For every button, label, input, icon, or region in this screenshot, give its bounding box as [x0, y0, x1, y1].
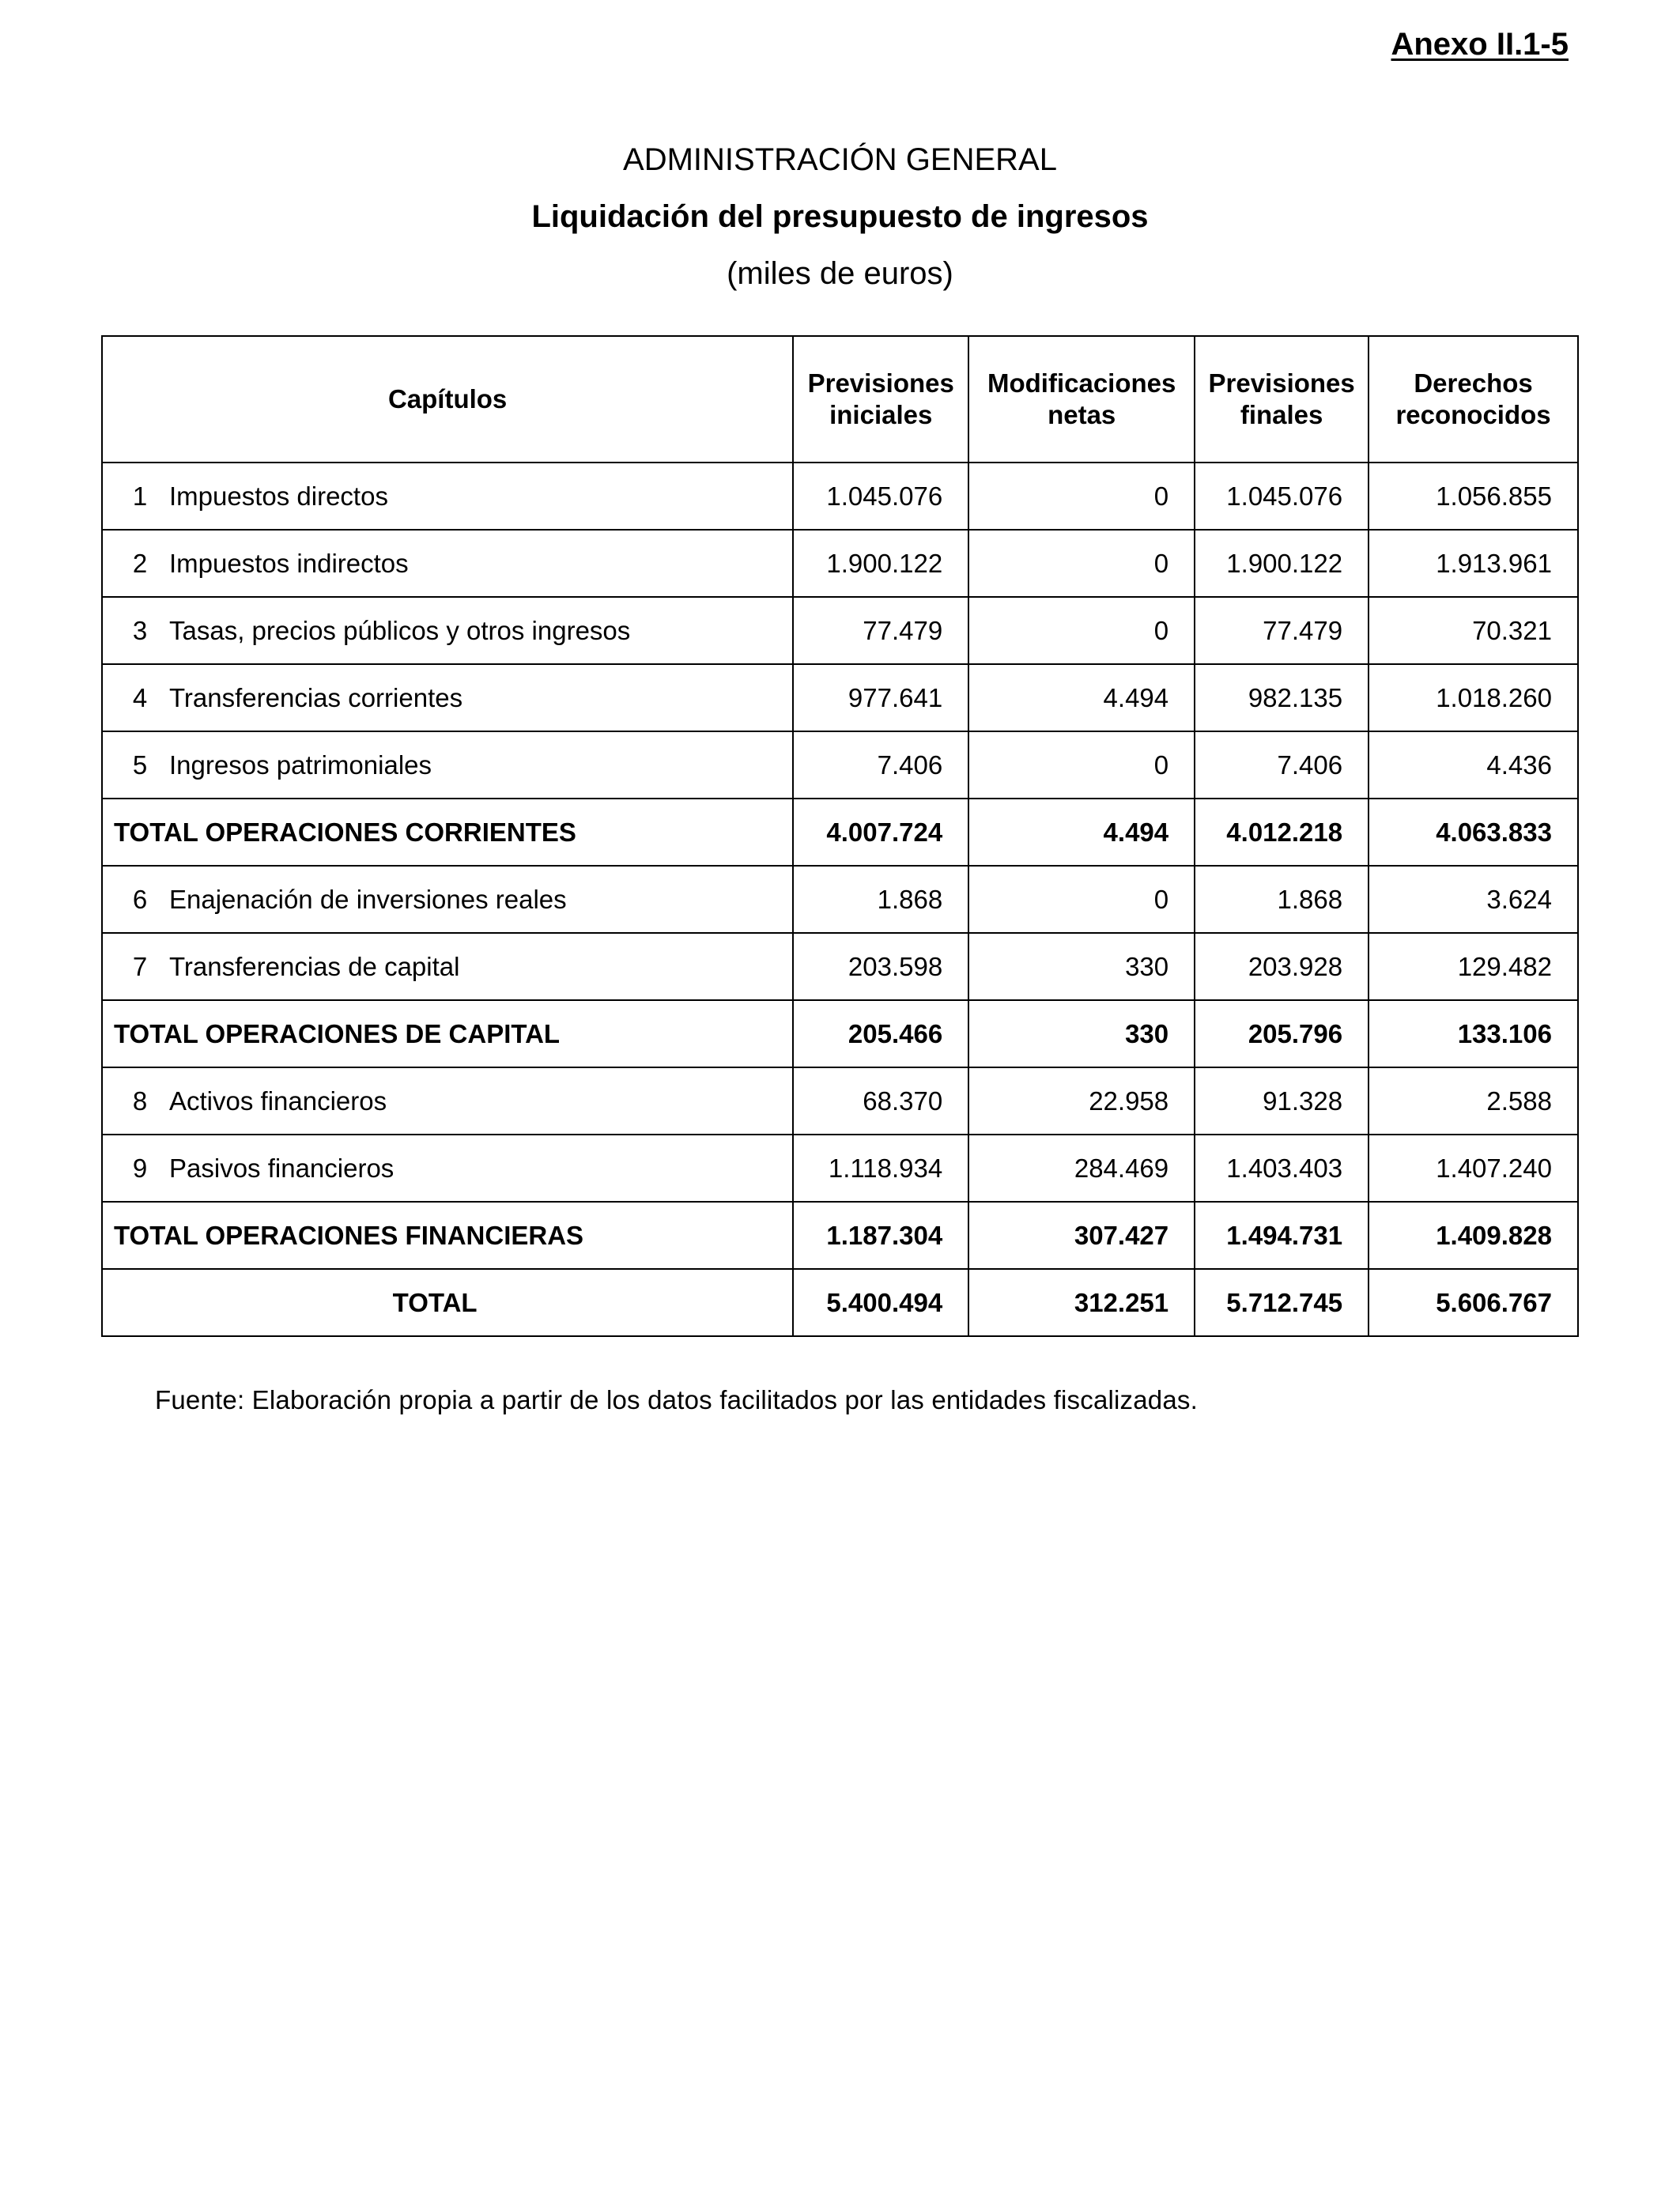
cell-previsiones-iniciales: 1.118.934: [793, 1135, 968, 1202]
cell-previsiones-iniciales: 68.370: [793, 1067, 968, 1135]
chapter-number: 1: [132, 481, 148, 511]
chapter-number: 3: [132, 615, 148, 645]
chapter-number: 4: [132, 682, 148, 712]
chapter-name: Impuestos indirectos: [169, 548, 409, 578]
row-label: [102, 933, 793, 1000]
chapter-name: Pasivos financieros: [169, 1153, 395, 1183]
header-row: [102, 336, 1578, 463]
cell-previsiones-iniciales: 1.868: [793, 866, 968, 933]
header-derechos-reconocidos: [1369, 336, 1578, 463]
cell-previsiones-finales: 7.406: [1195, 731, 1369, 799]
cell-modificaciones-netas: 22.958: [968, 1067, 1195, 1135]
cell-previsiones-finales: 77.479: [1195, 597, 1369, 664]
chapter-number: 5: [132, 750, 148, 780]
cell-previsiones-iniciales: 5.400.494: [793, 1269, 968, 1336]
cell-previsiones-finales: 1.868: [1195, 866, 1369, 933]
cell-derechos-reconocidos: 5.606.767: [1369, 1269, 1578, 1336]
cell-previsiones-iniciales: 1.045.076: [793, 463, 968, 530]
header-line: Previsiones: [807, 368, 954, 398]
cell-modificaciones-netas: 0: [968, 530, 1195, 597]
row-label: [102, 1135, 793, 1202]
chapter-number: 7: [132, 951, 148, 981]
cell-derechos-reconocidos: 1.407.240: [1369, 1135, 1578, 1202]
table-row: [102, 664, 1578, 731]
cell-derechos-reconocidos: 129.482: [1369, 933, 1578, 1000]
cell-previsiones-iniciales: 977.641: [793, 664, 968, 731]
header-line: Previsiones: [1208, 368, 1355, 398]
chapter-number: 6: [132, 884, 148, 914]
chapter-number: 8: [132, 1086, 148, 1116]
units-note: (miles de euros): [727, 256, 953, 291]
row-label: [102, 463, 793, 530]
cell-previsiones-iniciales: 4.007.724: [793, 799, 968, 866]
title-block: [0, 138, 1680, 296]
cell-modificaciones-netas: 312.251: [968, 1269, 1195, 1336]
header-previsiones-iniciales: [793, 336, 968, 463]
cell-previsiones-finales: 91.328: [1195, 1067, 1369, 1135]
chapter-number: 9: [132, 1153, 148, 1183]
cell-previsiones-iniciales: 1.187.304: [793, 1202, 968, 1269]
cell-modificaciones-netas: 284.469: [968, 1135, 1195, 1202]
cell-previsiones-iniciales: 77.479: [793, 597, 968, 664]
cell-previsiones-finales: 5.712.745: [1195, 1269, 1369, 1336]
cell-derechos-reconocidos: 1.056.855: [1369, 463, 1578, 530]
document-subtitle: Liquidación del presupuesto de ingresos: [531, 199, 1149, 234]
cell-previsiones-iniciales: 203.598: [793, 933, 968, 1000]
cell-previsiones-finales: 1.494.731: [1195, 1202, 1369, 1269]
cell-previsiones-finales: 982.135: [1195, 664, 1369, 731]
header-line: reconocidos: [1395, 400, 1551, 429]
cell-previsiones-finales: 1.900.122: [1195, 530, 1369, 597]
header-line: finales: [1240, 400, 1323, 429]
header-line: Derechos: [1414, 368, 1533, 398]
budget-table: [101, 335, 1579, 1337]
table-row: [102, 1067, 1578, 1135]
cell-derechos-reconocidos: 4.063.833: [1369, 799, 1578, 866]
row-label: TOTAL OPERACIONES DE CAPITAL: [102, 1000, 793, 1067]
table-row: [102, 866, 1578, 933]
row-label: [102, 530, 793, 597]
table-row: [102, 1135, 1578, 1202]
chapter-number: 2: [132, 548, 148, 578]
cell-modificaciones-netas: 307.427: [968, 1202, 1195, 1269]
cell-derechos-reconocidos: 3.624: [1369, 866, 1578, 933]
row-label: [102, 597, 793, 664]
chapter-name: Transferencias de capital: [169, 951, 460, 981]
source-note: Fuente: Elaboración propia a partir de los datos facilitados por las entidades fiscalizadas.: [155, 1385, 1198, 1414]
row-label: [102, 731, 793, 799]
cell-previsiones-finales: 203.928: [1195, 933, 1369, 1000]
row-label: TOTAL OPERACIONES CORRIENTES: [102, 799, 793, 866]
cell-modificaciones-netas: 0: [968, 866, 1195, 933]
chapter-name: Impuestos directos: [169, 481, 388, 511]
header-line: Modificaciones: [987, 368, 1176, 398]
table-row: [102, 731, 1578, 799]
row-label: TOTAL OPERACIONES FINANCIERAS: [102, 1202, 793, 1269]
chapter-name: Ingresos patrimoniales: [169, 750, 432, 780]
row-label: [102, 866, 793, 933]
document-title: ADMINISTRACIÓN GENERAL: [623, 142, 1057, 177]
cell-modificaciones-netas: 330: [968, 1000, 1195, 1067]
cell-previsiones-finales: 4.012.218: [1195, 799, 1369, 866]
subtotal-row: [102, 799, 1578, 866]
annex-label: Anexo II.1-5: [1391, 27, 1569, 62]
table-row: [102, 933, 1578, 1000]
header-previsiones-finales: [1195, 336, 1369, 463]
cell-modificaciones-netas: 330: [968, 933, 1195, 1000]
cell-previsiones-iniciales: 205.466: [793, 1000, 968, 1067]
cell-derechos-reconocidos: 133.106: [1369, 1000, 1578, 1067]
cell-previsiones-finales: 1.045.076: [1195, 463, 1369, 530]
table-row: [102, 597, 1578, 664]
cell-previsiones-iniciales: 1.900.122: [793, 530, 968, 597]
subtotal-row: [102, 1000, 1578, 1067]
cell-derechos-reconocidos: 4.436: [1369, 731, 1578, 799]
cell-derechos-reconocidos: 70.321: [1369, 597, 1578, 664]
table-row: [102, 530, 1578, 597]
row-label: TOTAL: [102, 1269, 793, 1336]
cell-modificaciones-netas: 0: [968, 463, 1195, 530]
cell-modificaciones-netas: 0: [968, 597, 1195, 664]
header-line: iniciales: [829, 400, 933, 429]
row-label: [102, 664, 793, 731]
cell-modificaciones-netas: 4.494: [968, 799, 1195, 866]
cell-derechos-reconocidos: 1.913.961: [1369, 530, 1578, 597]
header-modificaciones-netas: [968, 336, 1195, 463]
cell-previsiones-iniciales: 7.406: [793, 731, 968, 799]
chapter-name: Activos financieros: [169, 1086, 387, 1116]
chapter-name: Tasas, precios públicos y otros ingresos: [169, 615, 631, 645]
cell-previsiones-finales: 205.796: [1195, 1000, 1369, 1067]
cell-modificaciones-netas: 0: [968, 731, 1195, 799]
chapter-name: Enajenación de inversiones reales: [169, 884, 567, 914]
cell-previsiones-finales: 1.403.403: [1195, 1135, 1369, 1202]
grand-total-row: [102, 1269, 1578, 1336]
chapter-name: Transferencias corrientes: [169, 682, 463, 712]
header-capitulos: Capítulos: [102, 336, 793, 463]
table-row: [102, 463, 1578, 530]
header-line: netas: [1048, 400, 1116, 429]
cell-derechos-reconocidos: 1.409.828: [1369, 1202, 1578, 1269]
cell-modificaciones-netas: 4.494: [968, 664, 1195, 731]
subtotal-row: [102, 1202, 1578, 1269]
row-label: [102, 1067, 793, 1135]
cell-derechos-reconocidos: 1.018.260: [1369, 664, 1578, 731]
cell-derechos-reconocidos: 2.588: [1369, 1067, 1578, 1135]
